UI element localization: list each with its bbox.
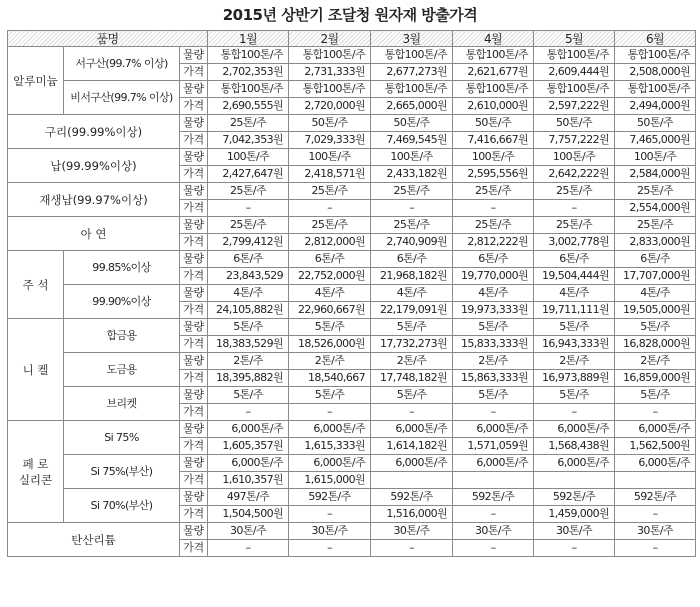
category-cell [8,421,64,523]
price-value [615,472,696,489]
qty-label: 물량 [180,183,208,200]
price-value: 2,595,556원 [453,166,534,183]
qty-value: 통합100톤/주 [534,81,615,98]
qty-label: 물량 [180,523,208,540]
price-label: 가격 [180,166,208,183]
qty-value: 25톤/주 [371,217,453,234]
header-month: 6월 [615,31,696,47]
price-value: 1,459,000원 [534,506,615,523]
qty-value: 2톤/주 [534,353,615,370]
price-value: – [453,540,534,557]
qty-value: 6,000톤/주 [453,421,534,438]
price-value: 2,702,353원 [208,64,289,81]
price-label: 가격 [180,540,208,557]
subcategory-cell: 99.90%이상 [64,285,180,319]
category-label: 알루미늄 [13,73,58,88]
price-value: 16,973,889원 [534,370,615,387]
qty-value: 25톤/주 [453,183,534,200]
category-label: 재생납(99.97%이상) [39,192,148,207]
qty-value: 25톤/주 [615,183,696,200]
page-title: 2015년 상반기 조달청 원자재 방출가격 [222,6,478,24]
price-value: 2,690,555원 [208,98,289,115]
category-cell [8,47,64,115]
qty-value: 100톤/주 [208,149,289,166]
price-value: 17,748,182원 [371,370,453,387]
price-value: – [615,506,696,523]
qty-value: 통합100톤/주 [453,81,534,98]
price-value: 2,833,000원 [615,234,696,251]
price-value: 7,469,545원 [371,132,453,149]
category-cell [8,115,180,149]
category-label: 주 석 [22,277,49,292]
qty-value: 6,000톤/주 [534,421,615,438]
price-value: 2,433,182원 [371,166,453,183]
qty-value: 2톤/주 [615,353,696,370]
price-value: – [453,506,534,523]
price-value: 3,002,778원 [534,234,615,251]
price-label: 가격 [180,98,208,115]
price-label: 가격 [180,404,208,421]
price-value: 1,615,333원 [289,438,371,455]
price-value: 2,799,412원 [208,234,289,251]
qty-value: 30톤/주 [289,523,371,540]
qty-label: 물량 [180,387,208,404]
subcategory-cell: 합금용 [64,319,180,353]
price-value: – [289,540,371,557]
qty-value: 30톤/주 [453,523,534,540]
price-label: 가격 [180,438,208,455]
price-value: 2,720,000원 [289,98,371,115]
price-value: 17,732,273원 [371,336,453,353]
qty-value: 30톤/주 [371,523,453,540]
qty-value: 592톤/주 [453,489,534,506]
price-value: 2,584,000원 [615,166,696,183]
price-label: 가격 [180,200,208,217]
qty-value: 6,000톤/주 [371,455,453,472]
qty-value: 6,000톤/주 [289,421,371,438]
qty-value: 6,000톤/주 [371,421,453,438]
table-row [8,47,696,64]
category-label: 납(99.99%이상) [50,158,137,173]
qty-value: 5톤/주 [453,319,534,336]
price-value: 18,395,882원 [208,370,289,387]
price-value: 18,383,529원 [208,336,289,353]
qty-value: 4톤/주 [534,285,615,302]
table-row [8,387,696,404]
qty-value: 5톤/주 [289,387,371,404]
qty-value: 50톤/주 [534,115,615,132]
category-label: 구리(99.99%이상) [44,124,143,139]
price-value: – [534,540,615,557]
price-value: – [453,404,534,421]
qty-value: 6톤/주 [208,251,289,268]
qty-label: 물량 [180,81,208,98]
qty-label: 물량 [180,115,208,132]
qty-label: 물량 [180,251,208,268]
table-row [8,353,696,370]
price-value: 7,757,222원 [534,132,615,149]
qty-value: 통합100톤/주 [208,81,289,98]
price-value: 1,568,438원 [534,438,615,455]
qty-value: 30톤/주 [208,523,289,540]
price-value: 17,707,000원 [615,268,696,285]
price-value: 2,665,000원 [371,98,453,115]
qty-value: 통합100톤/주 [534,47,615,64]
category-cell [8,217,180,251]
table-row [8,217,696,234]
price-value: 2,597,222원 [534,98,615,115]
qty-label: 물량 [180,47,208,64]
price-value: 18,540,667 [289,370,371,387]
qty-value: 5톤/주 [208,319,289,336]
price-value: – [453,200,534,217]
header-month: 2월 [289,31,371,47]
price-value: – [615,404,696,421]
price-value: 2,740,909원 [371,234,453,251]
category-cell [8,149,180,183]
qty-value: 통합100톤/주 [453,47,534,64]
qty-value: 5톤/주 [453,387,534,404]
qty-label: 물량 [180,421,208,438]
qty-value: 6,000톤/주 [208,455,289,472]
qty-value: 통합100톤/주 [289,81,371,98]
qty-value: 2톤/주 [371,353,453,370]
qty-value: 6,000톤/주 [453,455,534,472]
qty-value: 6톤/주 [615,251,696,268]
qty-value: 5톤/주 [615,319,696,336]
price-value: 23,843,529 [208,268,289,285]
price-value: 1,610,357원 [208,472,289,489]
category-label: 아 연 [80,226,107,241]
subcategory-cell: 브리켓 [64,387,180,421]
category-cell [8,183,180,217]
header-item: 품명 [8,31,208,47]
table-row [8,421,696,438]
price-value: – [371,200,453,217]
price-value: 1,614,182원 [371,438,453,455]
price-value [534,472,615,489]
price-value: 2,812,222원 [453,234,534,251]
qty-value: 5톤/주 [208,387,289,404]
subcategory-cell: 비서구산(99.7% 이상) [64,81,180,115]
price-value: 19,770,000원 [453,268,534,285]
category-cell [8,523,180,557]
qty-value: 4톤/주 [208,285,289,302]
table-row [8,319,696,336]
price-label: 가격 [180,302,208,319]
qty-value: 4톤/주 [615,285,696,302]
price-value: 21,968,182원 [371,268,453,285]
qty-value: 통합100톤/주 [289,47,371,64]
price-label: 가격 [180,472,208,489]
qty-value: 4톤/주 [453,285,534,302]
qty-value: 25톤/주 [208,115,289,132]
category-cell [8,251,64,319]
qty-label: 물량 [180,217,208,234]
qty-label: 물량 [180,285,208,302]
table-row [8,183,696,200]
price-value: – [534,200,615,217]
price-value: 1,562,500원 [615,438,696,455]
price-value: – [615,540,696,557]
qty-value: 6,000톤/주 [615,455,696,472]
table-body [8,47,696,557]
price-value: 2,642,222원 [534,166,615,183]
subcategory-cell: 도금용 [64,353,180,387]
qty-value: 통합100톤/주 [371,47,453,64]
price-value: – [534,404,615,421]
qty-value: 6톤/주 [453,251,534,268]
qty-value: 4톤/주 [289,285,371,302]
price-value: – [289,200,371,217]
price-value: – [371,540,453,557]
header-row [8,31,696,47]
qty-value: 5톤/주 [615,387,696,404]
table-row [8,251,696,268]
price-value: 2,677,273원 [371,64,453,81]
qty-value: 6톤/주 [371,251,453,268]
price-label: 가격 [180,268,208,285]
price-value: 2,427,647원 [208,166,289,183]
qty-value: 25톤/주 [289,183,371,200]
subcategory-cell: 99.85%이상 [64,251,180,285]
qty-value: 25톤/주 [289,217,371,234]
qty-value: 2톤/주 [208,353,289,370]
price-value: 7,416,667원 [453,132,534,149]
qty-value: 6톤/주 [534,251,615,268]
qty-value: 100톤/주 [453,149,534,166]
price-value: 2,621,677원 [453,64,534,81]
price-value: 16,859,000원 [615,370,696,387]
price-value: – [208,200,289,217]
price-label: 가격 [180,234,208,251]
price-value: 2,418,571원 [289,166,371,183]
category-cell [8,319,64,421]
price-value: 2,610,000원 [453,98,534,115]
qty-value: 30톤/주 [615,523,696,540]
subcategory-cell: Si 70%(부산) [64,489,180,523]
qty-value: 5톤/주 [371,319,453,336]
price-value: 2,508,000원 [615,64,696,81]
price-value: 18,526,000원 [289,336,371,353]
qty-value: 592톤/주 [371,489,453,506]
qty-value: 50톤/주 [453,115,534,132]
category-label: 페 로 실리콘 [18,456,53,487]
price-label: 가격 [180,370,208,387]
qty-value: 25톤/주 [534,217,615,234]
table-row [8,489,696,506]
qty-value: 2톤/주 [289,353,371,370]
price-value: 2,494,000원 [615,98,696,115]
price-value: 2,812,000원 [289,234,371,251]
qty-value: 25톤/주 [534,183,615,200]
qty-value: 통합100톤/주 [615,81,696,98]
table-row [8,81,696,98]
price-value: 16,943,333원 [534,336,615,353]
price-value: 7,029,333원 [289,132,371,149]
price-value [371,472,453,489]
qty-label: 물량 [180,353,208,370]
qty-label: 물량 [180,455,208,472]
qty-value: 2톤/주 [453,353,534,370]
qty-value: 592톤/주 [615,489,696,506]
header-month: 3월 [371,31,453,47]
price-value: 16,828,000원 [615,336,696,353]
subcategory-cell: 서구산(99.7% 이상) [64,47,180,81]
price-value: – [208,540,289,557]
qty-value: 497톤/주 [208,489,289,506]
qty-value: 6,000톤/주 [289,455,371,472]
qty-value: 592톤/주 [289,489,371,506]
qty-value: 5톤/주 [534,319,615,336]
qty-label: 물량 [180,489,208,506]
qty-value: 6톤/주 [289,251,371,268]
price-value: – [208,404,289,421]
qty-value: 5톤/주 [371,387,453,404]
qty-value: 592톤/주 [534,489,615,506]
qty-value: 통합100톤/주 [615,47,696,64]
qty-value: 100톤/주 [371,149,453,166]
qty-value: 50톤/주 [289,115,371,132]
subcategory-cell: Si 75%(부산) [64,455,180,489]
qty-value: 25톤/주 [208,217,289,234]
price-value: 19,505,000원 [615,302,696,319]
qty-value: 6,000톤/주 [615,421,696,438]
price-value: 15,863,333원 [453,370,534,387]
qty-value: 50톤/주 [371,115,453,132]
qty-value: 25톤/주 [615,217,696,234]
qty-value: 100톤/주 [615,149,696,166]
header-month: 5월 [534,31,615,47]
header-month: 4월 [453,31,534,47]
price-value: 7,465,000원 [615,132,696,149]
price-table [7,30,695,557]
table-row [8,115,696,132]
qty-value: 5톤/주 [534,387,615,404]
qty-label: 물량 [180,319,208,336]
qty-value: 통합100톤/주 [208,47,289,64]
price-value: 15,833,333원 [453,336,534,353]
price-value: 2,554,000원 [615,200,696,217]
table-row [8,455,696,472]
qty-value: 100톤/주 [289,149,371,166]
price-value: 22,960,667원 [289,302,371,319]
table-row [8,149,696,166]
qty-value: 25톤/주 [453,217,534,234]
qty-value: 4톤/주 [371,285,453,302]
qty-value: 25톤/주 [371,183,453,200]
price-value: 19,711,111원 [534,302,615,319]
price-label: 가격 [180,132,208,149]
price-label: 가격 [180,64,208,81]
price-value: 22,179,091원 [371,302,453,319]
category-label: 니 켈 [22,362,49,377]
qty-value: 30톤/주 [534,523,615,540]
subcategory-cell: Si 75% [64,421,180,455]
category-label: 탄산리튬 [71,532,116,547]
table-row [8,523,696,540]
price-value: – [371,404,453,421]
price-value: 1,571,059원 [453,438,534,455]
qty-value: 100톤/주 [534,149,615,166]
price-value: 1,605,357원 [208,438,289,455]
price-value: 1,504,500원 [208,506,289,523]
price-value: 24,105,882원 [208,302,289,319]
price-value: 19,973,333원 [453,302,534,319]
price-value [453,472,534,489]
price-value: 2,609,444원 [534,64,615,81]
price-value: 1,516,000원 [371,506,453,523]
price-value: 7,042,353원 [208,132,289,149]
qty-value: 6,000톤/주 [534,455,615,472]
price-label: 가격 [180,506,208,523]
price-value: 1,615,000원 [289,472,371,489]
price-value: 2,731,333원 [289,64,371,81]
qty-value: 25톤/주 [208,183,289,200]
price-value: 22,752,000원 [289,268,371,285]
qty-value: 50톤/주 [615,115,696,132]
price-value: 19,504,444원 [534,268,615,285]
header-month: 1월 [208,31,289,47]
qty-value: 통합100톤/주 [371,81,453,98]
qty-value: 6,000톤/주 [208,421,289,438]
price-label: 가격 [180,336,208,353]
price-value: – [289,506,371,523]
table-row [8,285,696,302]
qty-label: 물량 [180,149,208,166]
qty-value: 5톤/주 [289,319,371,336]
price-value: – [289,404,371,421]
